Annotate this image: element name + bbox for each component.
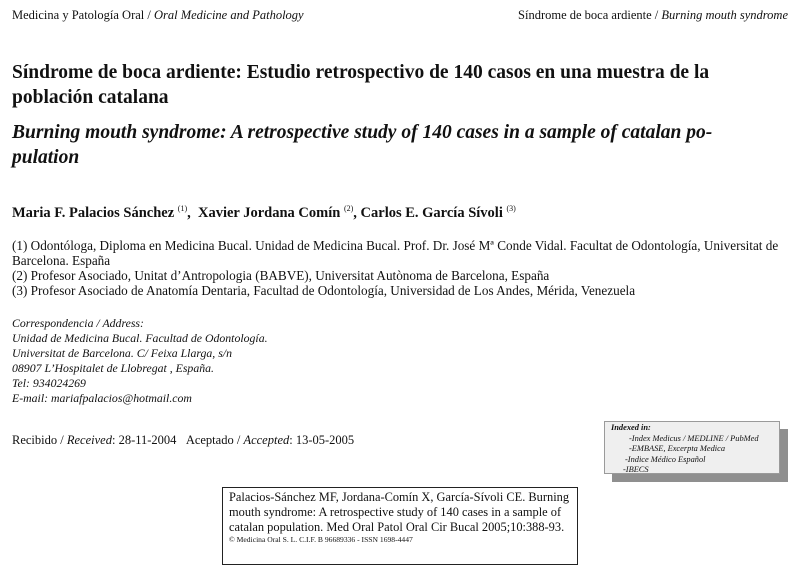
correspondence-line: 08907 L’Hospitalet de Llobregat , España. bbox=[12, 361, 214, 375]
affiliation-item: (3) Profesor Asociado de Anatomía Dentaria, Facultad de Odontología, Universidad de Los Andes, Mérida, Venezuela bbox=[12, 283, 636, 298]
citation-text: Palacios-Sánchez MF, Jordana-Comín X, García-Sívoli CE. Burning mouth syndrome: A retrospective study of 140 cases in a sample of catalan population. Med Oral Patol Oral Cir Bucal 2005;10:388-93. bbox=[229, 490, 570, 534]
citation-box bbox=[222, 487, 578, 565]
title-english bbox=[12, 120, 792, 170]
author-name: Xavier Jordana Comín bbox=[198, 205, 341, 221]
correspondence-line: Unidad de Medicina Bucal. Facultad de Odontología. bbox=[12, 331, 268, 345]
author-separator: , bbox=[353, 205, 361, 221]
received-label-en: Received bbox=[66, 433, 112, 447]
accepted-label-en: Accepted bbox=[243, 433, 290, 447]
affiliations bbox=[12, 238, 792, 298]
title-spanish-line: Síndrome de boca ardiente: Estudio retrospectivo de 140 casos en una muestra de la bbox=[12, 62, 710, 83]
header-left-normal: Medicina y Patología Oral / bbox=[12, 8, 154, 22]
indexed-in-item: -Index Medicus / MEDLINE / PubMed bbox=[629, 433, 759, 443]
affiliation-item: (2) Profesor Asociado, Unitat d’Antropologia (BABVE), Universitat Autònoma de Barcelona, España bbox=[12, 268, 550, 283]
correspondence-phone: Tel: 934024269 bbox=[12, 376, 86, 390]
copyright-line: © Medicina Oral S. L. C.I.F. B 96689336 - ISSN 1698-4447 bbox=[229, 535, 413, 544]
author-ref: (1) bbox=[177, 204, 188, 213]
title-spanish bbox=[12, 60, 792, 110]
correspondence-line: Universitat de Barcelona. C/ Feixa Llarga, s/n bbox=[12, 346, 232, 360]
title-spanish-line: población catalana bbox=[12, 87, 169, 108]
correspondence-email: E-mail: mariafpalacios@hotmail.com bbox=[12, 391, 192, 405]
received-label-es: Recibido / bbox=[12, 433, 67, 447]
accepted-label-es: Aceptado / bbox=[185, 433, 244, 447]
header-left-italic: Oral Medicine and Pathology bbox=[153, 8, 304, 22]
running-header-left bbox=[12, 8, 304, 23]
indexed-in-box bbox=[604, 421, 780, 474]
author-ref: (2) bbox=[343, 204, 354, 213]
affiliation-item: (1) Odontóloga, Diploma en Medicina Bucal. Unidad de Medicina Bucal. Prof. Dr. José Mª Conde Vidal. Facultat de Odontología, Universitat de Barcelona. España bbox=[12, 238, 779, 268]
submission-dates bbox=[12, 433, 354, 448]
indexed-in-title: Indexed in: bbox=[611, 423, 651, 432]
author-separator: , bbox=[187, 205, 198, 221]
author-list bbox=[12, 204, 516, 222]
title-english-line: Burning mouth syndrome: A retrospective study of 140 cases in a sample of catalan po- bbox=[12, 122, 713, 143]
author-name: Maria F. Palacios Sánchez bbox=[12, 205, 175, 221]
author-ref: (3) bbox=[506, 204, 516, 213]
received-date: : 28-11-2004 bbox=[111, 433, 177, 447]
indexed-in-item: -IBECS bbox=[623, 465, 649, 475]
header-right-italic: Burning mouth syndrome bbox=[661, 8, 788, 22]
title-english-line: pulation bbox=[12, 147, 80, 168]
accepted-date: : 13-05-2005 bbox=[289, 433, 355, 447]
indexed-in-item: -EMBASE, Excerpta Medica bbox=[629, 444, 726, 454]
running-header-right bbox=[518, 8, 788, 23]
indexed-in-item: -Indice Médico Español bbox=[625, 454, 706, 464]
correspondence-heading: Correspondencia / Address: bbox=[12, 316, 144, 330]
header-right-normal: Síndrome de boca ardiente / bbox=[518, 8, 662, 22]
author-name: Carlos E. García Sívoli bbox=[360, 205, 503, 221]
correspondence-block bbox=[12, 316, 268, 406]
